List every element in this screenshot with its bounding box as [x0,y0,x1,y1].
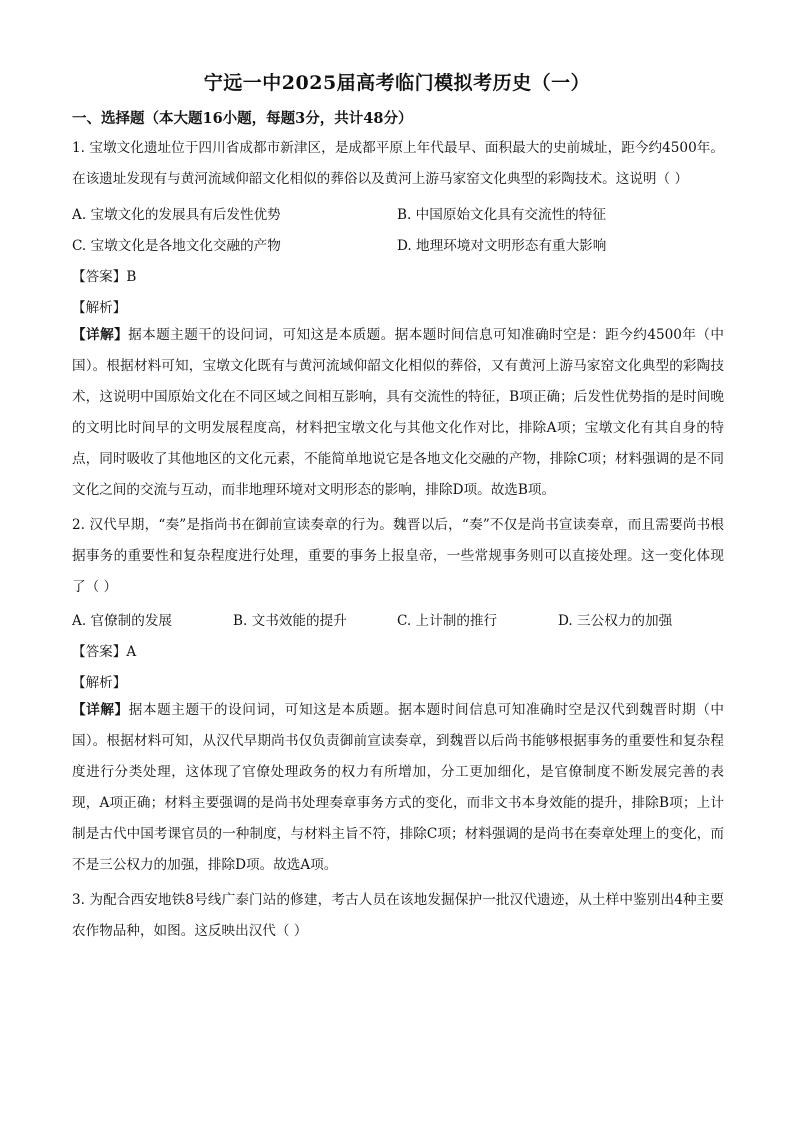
question-1-option-c: C. 宝墩文化是各地文化交融的产物 [72,238,281,254]
question-2-answer: 【答案】A [72,644,137,660]
detail-tag: 【详解】 [72,702,129,718]
question-1-answer: 【答案】B [72,269,137,285]
question-2-analysis-label: 【解析】 [72,675,127,691]
page-title: 宁远一中2025届高考临门模拟考历史（一） [203,72,591,94]
question-1-option-b: B. 中国原始文化具有交流性的特征 [397,207,606,223]
detail-tag: 【详解】 [72,327,129,343]
question-2-detail [72,695,724,881]
question-1-detail [72,320,724,506]
detail-text: 据本题主题干的设问词，可知这是本质题。据本题时间信息可知准确时空是：距今约4500年（中国）。根据材料可知，宝墩文化既有与黄河流域仰韶文化相似的葬俗，又有黄河上游马家窑文化典型的彩陶技术，这说明中国原始文化在不同区域之间相互影响，具有交流性的特征，B项正确；后发性优势指的是时间晚的文明比时间早的文明发展程度高，材料把宝墩文化与其他文化作对比，排除A项；宝墩文化有其自身的特点，同时吸收了其他地区的文化元素，不能简单地说它是各地文化交融的产物，排除C项；材料强调的是不同文化之间的交流与互动，而非地理环境对文明形态的影响，排除D项。故选B项。 [72,327,725,498]
question-1-analysis-label: 【解析】 [72,300,127,316]
detail-text: 据本题主题干的设问词，可知这是本质题。据本题时间信息可知准确时空是汉代到魏晋时期（中国）。根据材料可知，从汉代早期尚书仅负责御前宣读奏章，到魏晋以后尚书能够根据事务的重要性和复杂程度进行分类处理，这体现了官僚处理政务的权力有所增加，分工更加细化，是官僚制度不断发展完善的表现，A项正确；材料主要强调的是尚书处理奏章事务方式的变化，而非文书本身效能的提升，排除B项；上计制是古代中国考课官员的一种制度，与材料主旨不符，排除C项；材料强调的是尚书在奏章处理上的变化，而不是三公权力的加强，排除D项。故选A项。 [72,702,724,873]
question-2-option-c: C. 上计制的推行 [397,613,498,629]
question-1-option-d: D. 地理环境对文明形态有重大影响 [397,238,607,254]
question-1-stem: 1. 宝墩文化遗址位于四川省成都市新津区，是成都平原上年代最早、面积最大的史前城址，距今约4500年。在该遗址发现有与黄河流域仰韶文化相似的葬俗以及黄河上游马家窑文化典型的彩陶技术。这说明（ ） [72,140,724,187]
question-1-option-a: A. 宝墩文化的发展具有后发性优势 [72,207,281,223]
section-heading: 一、选择题（本大题16小题，每题3分，共计48分） [72,110,413,127]
question-2-stem: 2. 汉代早期，“奏”是指尚书在御前宣读奏章的行为。魏晋以后，“奏”不仅是尚书宣读奏章，而且需要尚书根据事务的重要性和复杂程度进行处理，重要的事务上报皇帝，一些常规事务则可以直接处理。这一变化体现了（ ） [72,517,724,595]
question-2-option-a: A. 官僚制的发展 [72,613,173,629]
question-2-option-d: D. 三公权力的加强 [558,613,673,629]
question-3-stem: 3. 为配合西安地铁8号线广泰门站的修建，考古人员在该地发掘保护一批汉代遗迹，从土样中鉴别出4种主要农作物品种，如图。这反映出汉代（ ） [72,892,724,939]
question-2-option-b: B. 文书效能的提升 [233,613,347,629]
